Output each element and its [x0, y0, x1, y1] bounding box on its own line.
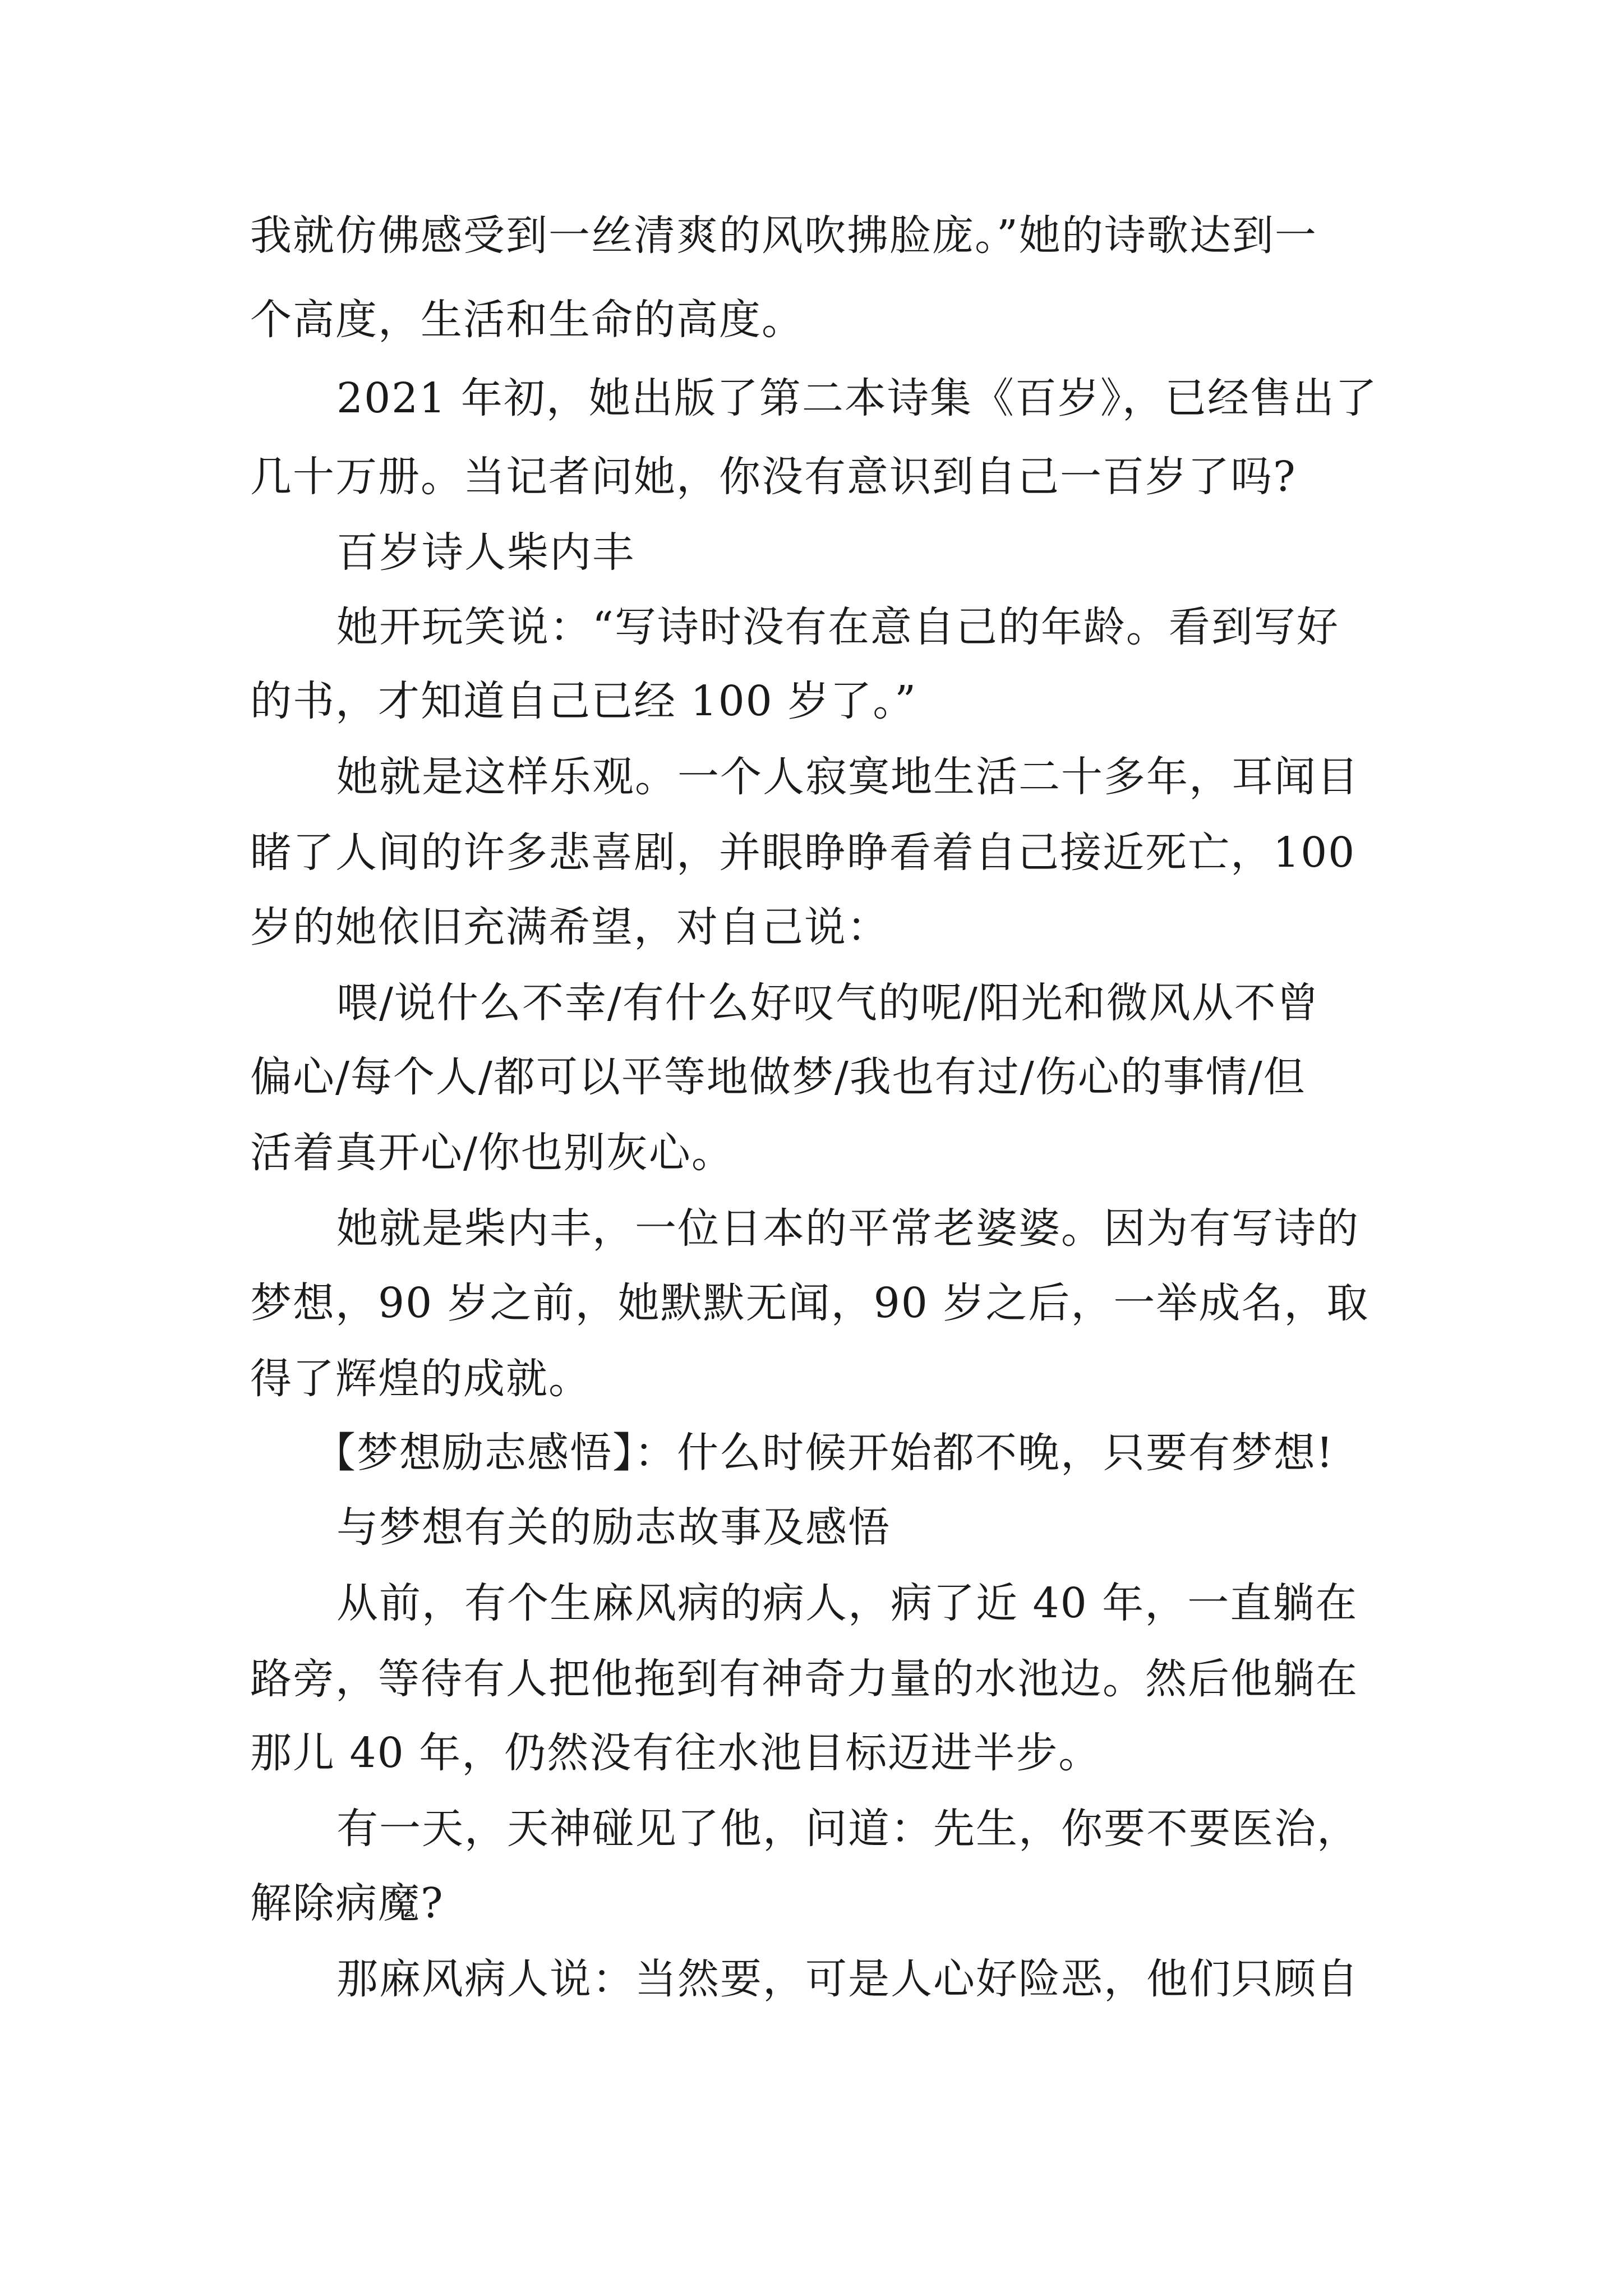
text-line: 从前，有个生麻风病的病人，病了近 40 年，一直躺在 — [336, 1579, 1358, 1627]
text-line: 她开玩笑说：“写诗时没有在意自己的年龄。看到写好 — [336, 603, 1339, 651]
section-heading: 与梦想有关的励志故事及感悟 — [336, 1503, 891, 1552]
text-line: 她就是柴内丰，一位日本的平常老婆婆。因为有写诗的 — [336, 1204, 1359, 1253]
text-line: 我就仿佛感受到一丝清爽的风吹拂脸庞。”她的诗歌达到一 — [250, 211, 1317, 260]
text-line: 她就是这样乐观。一个人寂寞地生活二十多年，耳闻目 — [336, 753, 1359, 801]
text-line: 得了辉煌的成就。 — [250, 1355, 591, 1403]
poem-line: 偏心/每个人/都可以平等地做梦/我也有过/伤心的事情/但 — [250, 1053, 1306, 1101]
subheading: 百岁诗人柴内丰 — [336, 528, 635, 577]
text-line: 睹了人间的许多悲喜剧，并眼睁睁看着自己接近死亡，100 — [250, 829, 1356, 877]
poem-line: 喂/说什么不幸/有什么好叹气的呢/阳光和微风从不曾 — [336, 979, 1320, 1027]
text-line: 岁的她依旧充满希望，对自己说： — [250, 903, 889, 951]
text-line: 解除病魔? — [250, 1879, 444, 1927]
text-line: 个高度，生活和生命的高度。 — [250, 296, 804, 344]
poem-line: 活着真开心/你也别灰心。 — [250, 1129, 734, 1177]
text-line: 梦想，90 岁之前，她默默无闻，90 岁之后，一举成名，取 — [250, 1279, 1370, 1327]
text-line: 有一天，天神碰见了他，问道：先生，你要不要医治， — [336, 1805, 1359, 1853]
text-line: 那儿 40 年，仍然没有往水池目标迈进半步。 — [250, 1729, 1101, 1777]
text-line: 的书，才知道自己已经 100 岁了。” — [250, 677, 917, 725]
text-line: 那麻风病人说：当然要，可是人心好险恶，他们只顾自 — [336, 1955, 1359, 2003]
insight-heading: 【梦想励志感悟】：什么时候开始都不晚，只要有梦想! — [314, 1429, 1334, 1477]
text-line: 2021 年初，她出版了第二本诗集《百岁》，已经售出了 — [336, 374, 1378, 422]
text-line: 几十万册。当记者问她，你没有意识到自己一百岁了吗? — [250, 453, 1297, 501]
text-line: 路旁，等待有人把他拖到有神奇力量的水池边。然后他躺在 — [250, 1655, 1358, 1703]
